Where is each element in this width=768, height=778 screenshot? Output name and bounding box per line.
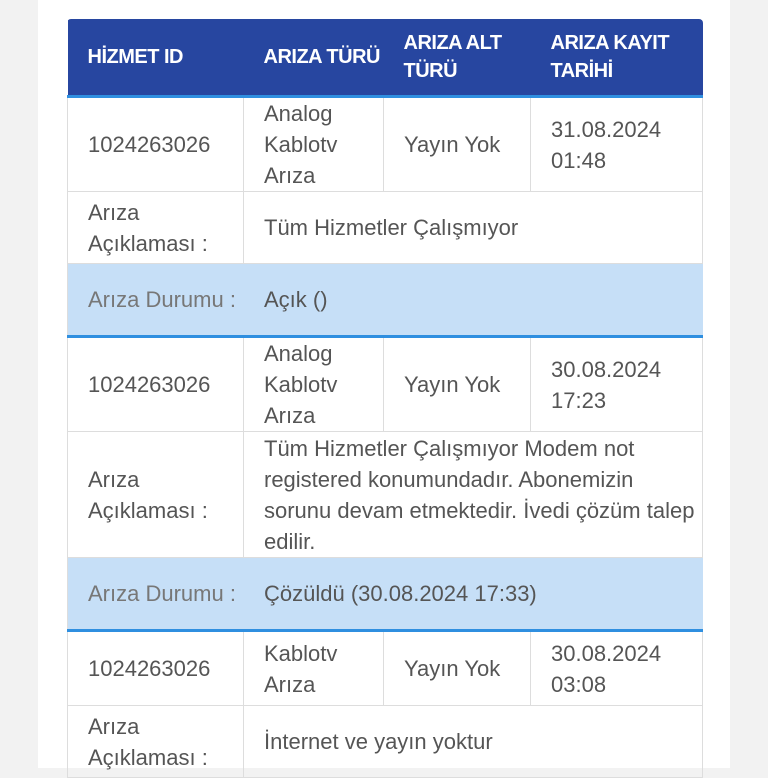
fault-subtype-cell: Yayın Yok <box>384 97 531 192</box>
description-row <box>68 432 703 558</box>
description-value: İnternet ve yayın yoktur <box>244 706 703 778</box>
service-id-cell: 1024263026 <box>68 631 244 706</box>
table-row[interactable] <box>68 97 703 192</box>
status-row <box>68 558 703 631</box>
table-row[interactable] <box>68 337 703 432</box>
record-date-cell: 30.08.2024 17:23 <box>531 337 703 432</box>
fault-records-table <box>67 19 703 778</box>
record-date-cell: 31.08.2024 01:48 <box>531 97 703 192</box>
service-id-cell: 1024263026 <box>68 97 244 192</box>
table-header-row <box>68 19 703 97</box>
header-service-id: HİZMET ID <box>68 19 244 97</box>
fault-type-cell: Kablotv Arıza <box>244 631 384 706</box>
description-value: Tüm Hizmetler Çalışmıyor <box>244 192 703 264</box>
description-label: Arıza Açıklaması : <box>68 432 244 558</box>
fault-subtype-cell: Yayın Yok <box>384 337 531 432</box>
status-value: Çözüldü (30.08.2024 17:33) <box>244 558 703 631</box>
description-row <box>68 706 703 778</box>
fault-type-cell: Analog Kablotv Arıza <box>244 337 384 432</box>
header-fault-type: ARIZA TÜRÜ <box>244 19 384 97</box>
fault-subtype-cell: Yayın Yok <box>384 631 531 706</box>
fault-type-cell: Analog Kablotv Arıza <box>244 97 384 192</box>
description-label: Arıza Açıklaması : <box>68 192 244 264</box>
description-label: Arıza Açıklaması : <box>68 706 244 778</box>
header-fault-subtype: ARIZA ALT TÜRÜ <box>384 19 531 97</box>
status-label: Arıza Durumu : <box>68 264 244 337</box>
status-value: Açık () <box>244 264 703 337</box>
status-label: Arıza Durumu : <box>68 558 244 631</box>
status-row <box>68 264 703 337</box>
description-value: Tüm Hizmetler Çalışmıyor Modem not registered konumundadır. Abonemizin sorunu devam etmektedir. İvedi çözüm talep edilir. <box>244 432 703 558</box>
service-id-cell: 1024263026 <box>68 337 244 432</box>
header-record-date: ARIZA KAYIT TARİHİ <box>531 19 703 97</box>
table-row[interactable] <box>68 631 703 706</box>
description-row <box>68 192 703 264</box>
record-date-cell: 30.08.2024 03:08 <box>531 631 703 706</box>
